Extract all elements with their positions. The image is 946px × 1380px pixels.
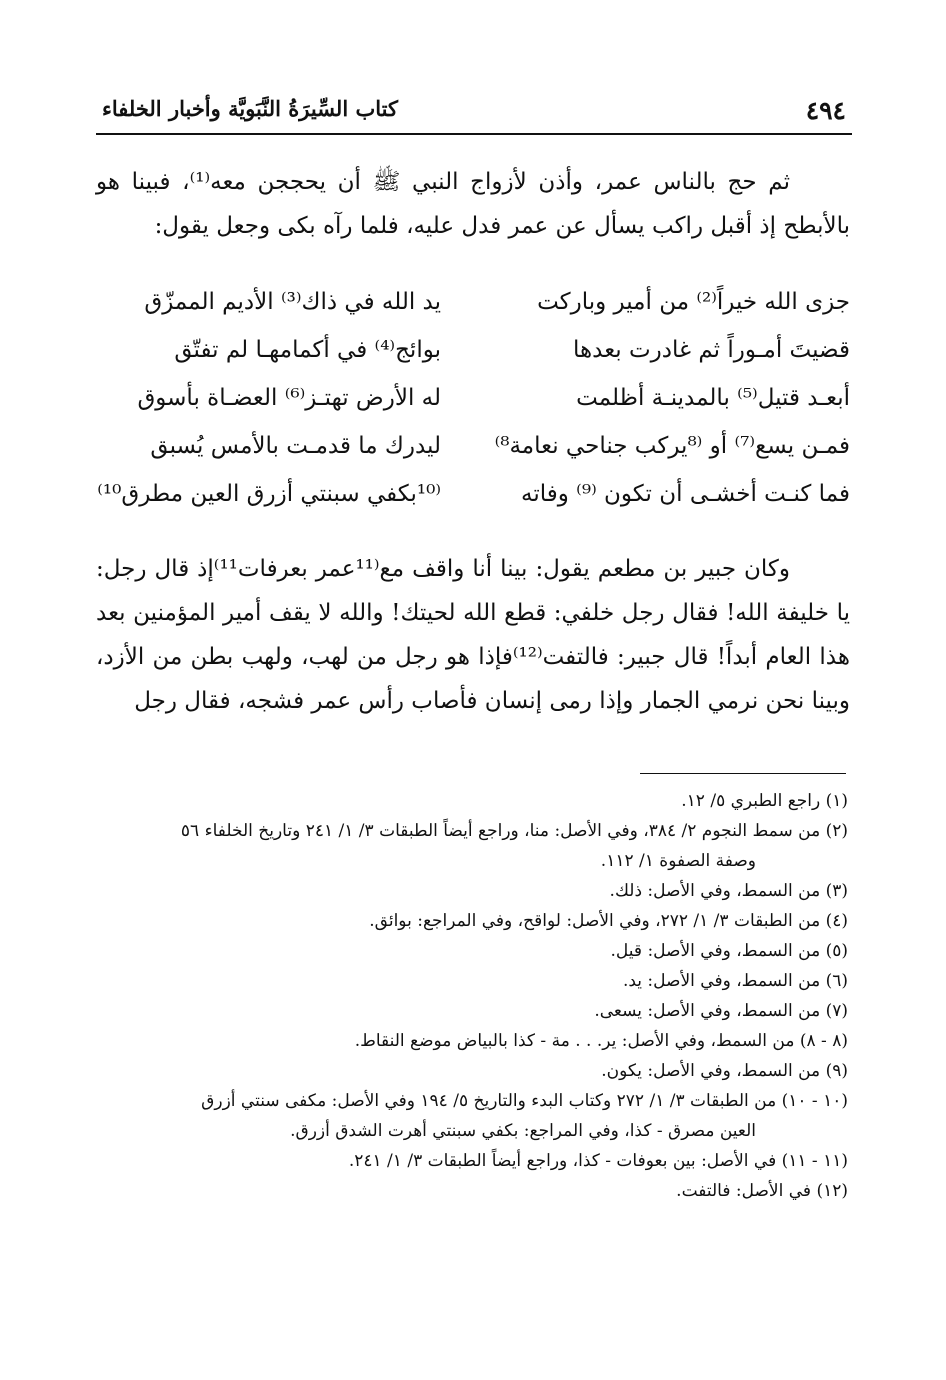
footnote: (١٢) في الأصل: فالتفت. bbox=[676, 1181, 848, 1201]
footnote: (٢) من سمط النجوم ٢/ ٣٨٤، وفي الأصل: منا، وراجع أيضاً الطبقات ٣/ ١/ ٢٤١ وتاريخ الخلفاء ٥٦ bbox=[180, 821, 848, 841]
poem-hemistich-second: بوائج⁽⁴⁾ في أكمامهـا لم تفتّق bbox=[174, 337, 441, 363]
poem-hemistich-first: فما كنـت أخشـى أن تكون ⁽⁹⁾ وفاته bbox=[521, 481, 850, 507]
footnote: (٥) من السمط، وفي الأصل: قيل. bbox=[610, 941, 848, 961]
footnote: (٨ - ٨) من السمط، وفي الأصل: ير. . . مة - كذا بالبياض موضع النقاط. bbox=[354, 1031, 848, 1051]
running-title: كتاب السِّيرَةُ النَّبَويَّة وأخبار الخلفاء bbox=[102, 96, 398, 121]
footnote: (٩) من السمط، وفي الأصل: يكون. bbox=[601, 1061, 848, 1081]
footnote: (١١ - ١١) في الأصل: بين بعوفات - كذا، وراجع أيضاً الطبقات ٣/ ١/ ٢٤١. bbox=[348, 1151, 848, 1171]
poem bbox=[96, 278, 850, 518]
footnote-rule bbox=[640, 773, 846, 774]
footnote-continuation: العين مصرق - كذا، وفي المراجع: بكفي سبنتي أهرت الشدق أزرق. bbox=[290, 1121, 756, 1141]
poem-hemistich-first: أبعـد قتيل⁽⁵⁾ بالمدينـة أظلمت bbox=[576, 385, 850, 411]
footnote: (١) راجع الطبري ٥/ ١٢. bbox=[681, 791, 848, 811]
footnote: (٣) من السمط، وفي الأصل: ذلك. bbox=[609, 881, 848, 901]
poem-hemistich-first: جزى الله خيراً⁽²⁾ من أمير وباركت bbox=[537, 289, 850, 315]
poem-hemistich-second: له الأرض تهتـز⁽⁶⁾ العضـاة بأسوق bbox=[137, 385, 441, 411]
body-paragraph-1: ثم حج بالناس عمر، وأذن لأزواج النبي ﷺ أن يحججن معه⁽¹⁾، فبينا هو بالأبطح إذ أقبل راكب يسأل عن عمر فدل عليه، فلما رآه بكى وجعل يقول: bbox=[96, 169, 850, 239]
poem-verse bbox=[96, 470, 850, 518]
page-header bbox=[96, 92, 852, 132]
poem-verse bbox=[96, 422, 850, 470]
footnote: (٧) من السمط، وفي الأصل: يسعى. bbox=[594, 1001, 848, 1021]
poem-verse bbox=[96, 326, 850, 374]
poem-verse bbox=[96, 374, 850, 422]
poem-verse bbox=[96, 278, 850, 326]
page-number: ٤٩٤ bbox=[805, 96, 846, 125]
footnote: (١٠ - ١٠) من الطبقات ٣/ ١/ ٢٧٢ وكتاب البدء والتاريخ ٥/ ١٩٤ وفي الأصل: مكفى سنتي أزرق bbox=[201, 1091, 848, 1111]
poem-hemistich-second: يد الله في ذاك⁽³⁾ الأديم الممزّق bbox=[144, 289, 441, 315]
body-paragraph-2: وكان جبير بن مطعم يقول: بينا أنا واقف مع⁽¹¹عمر بعرفات¹¹⁾إذ قال رجل: يا خليفة الله! فقال رجل خلفي: قطع الله لحيتك! والله لا يقف أمير المؤمنين بعد هذا العام أبداً! قال جبير: فالتفت⁽¹²⁾فإذا هو رجل من لهب، ولهب بطن من الأزد، وبينا نحن نرمي الجمار وإذا رمى إنسان فأصاب رأس عمر فشجه، فقال رجل bbox=[96, 556, 850, 714]
footnote: (٤) من الطبقات ٣/ ١/ ٢٧٢، وفي الأصل: لواقح، وفي المراجع: بوائق. bbox=[369, 911, 848, 931]
poem-hemistich-second: ⁽¹⁰بكفي سبنتي أزرق العين مطرق¹⁰⁾ bbox=[97, 481, 441, 507]
footnote-continuation: وصفة الصفوة ١/ ١١٢. bbox=[600, 851, 756, 871]
footnotes bbox=[86, 786, 848, 1206]
poem-hemistich-first: فمـن يسع⁽⁷⁾ أو ⁽⁸يركب جناحي نعامة⁸⁾ bbox=[494, 433, 850, 459]
header-rule bbox=[96, 133, 852, 135]
poem-hemistich-first: قضيتَ أمـوراً ثم غادرت بعدها bbox=[573, 337, 850, 363]
footnote: (٦) من السمط، وفي الأصل: يد. bbox=[622, 971, 848, 991]
poem-hemistich-second: ليدرك ما قدمـت بالأمس يُسبق bbox=[150, 433, 441, 459]
